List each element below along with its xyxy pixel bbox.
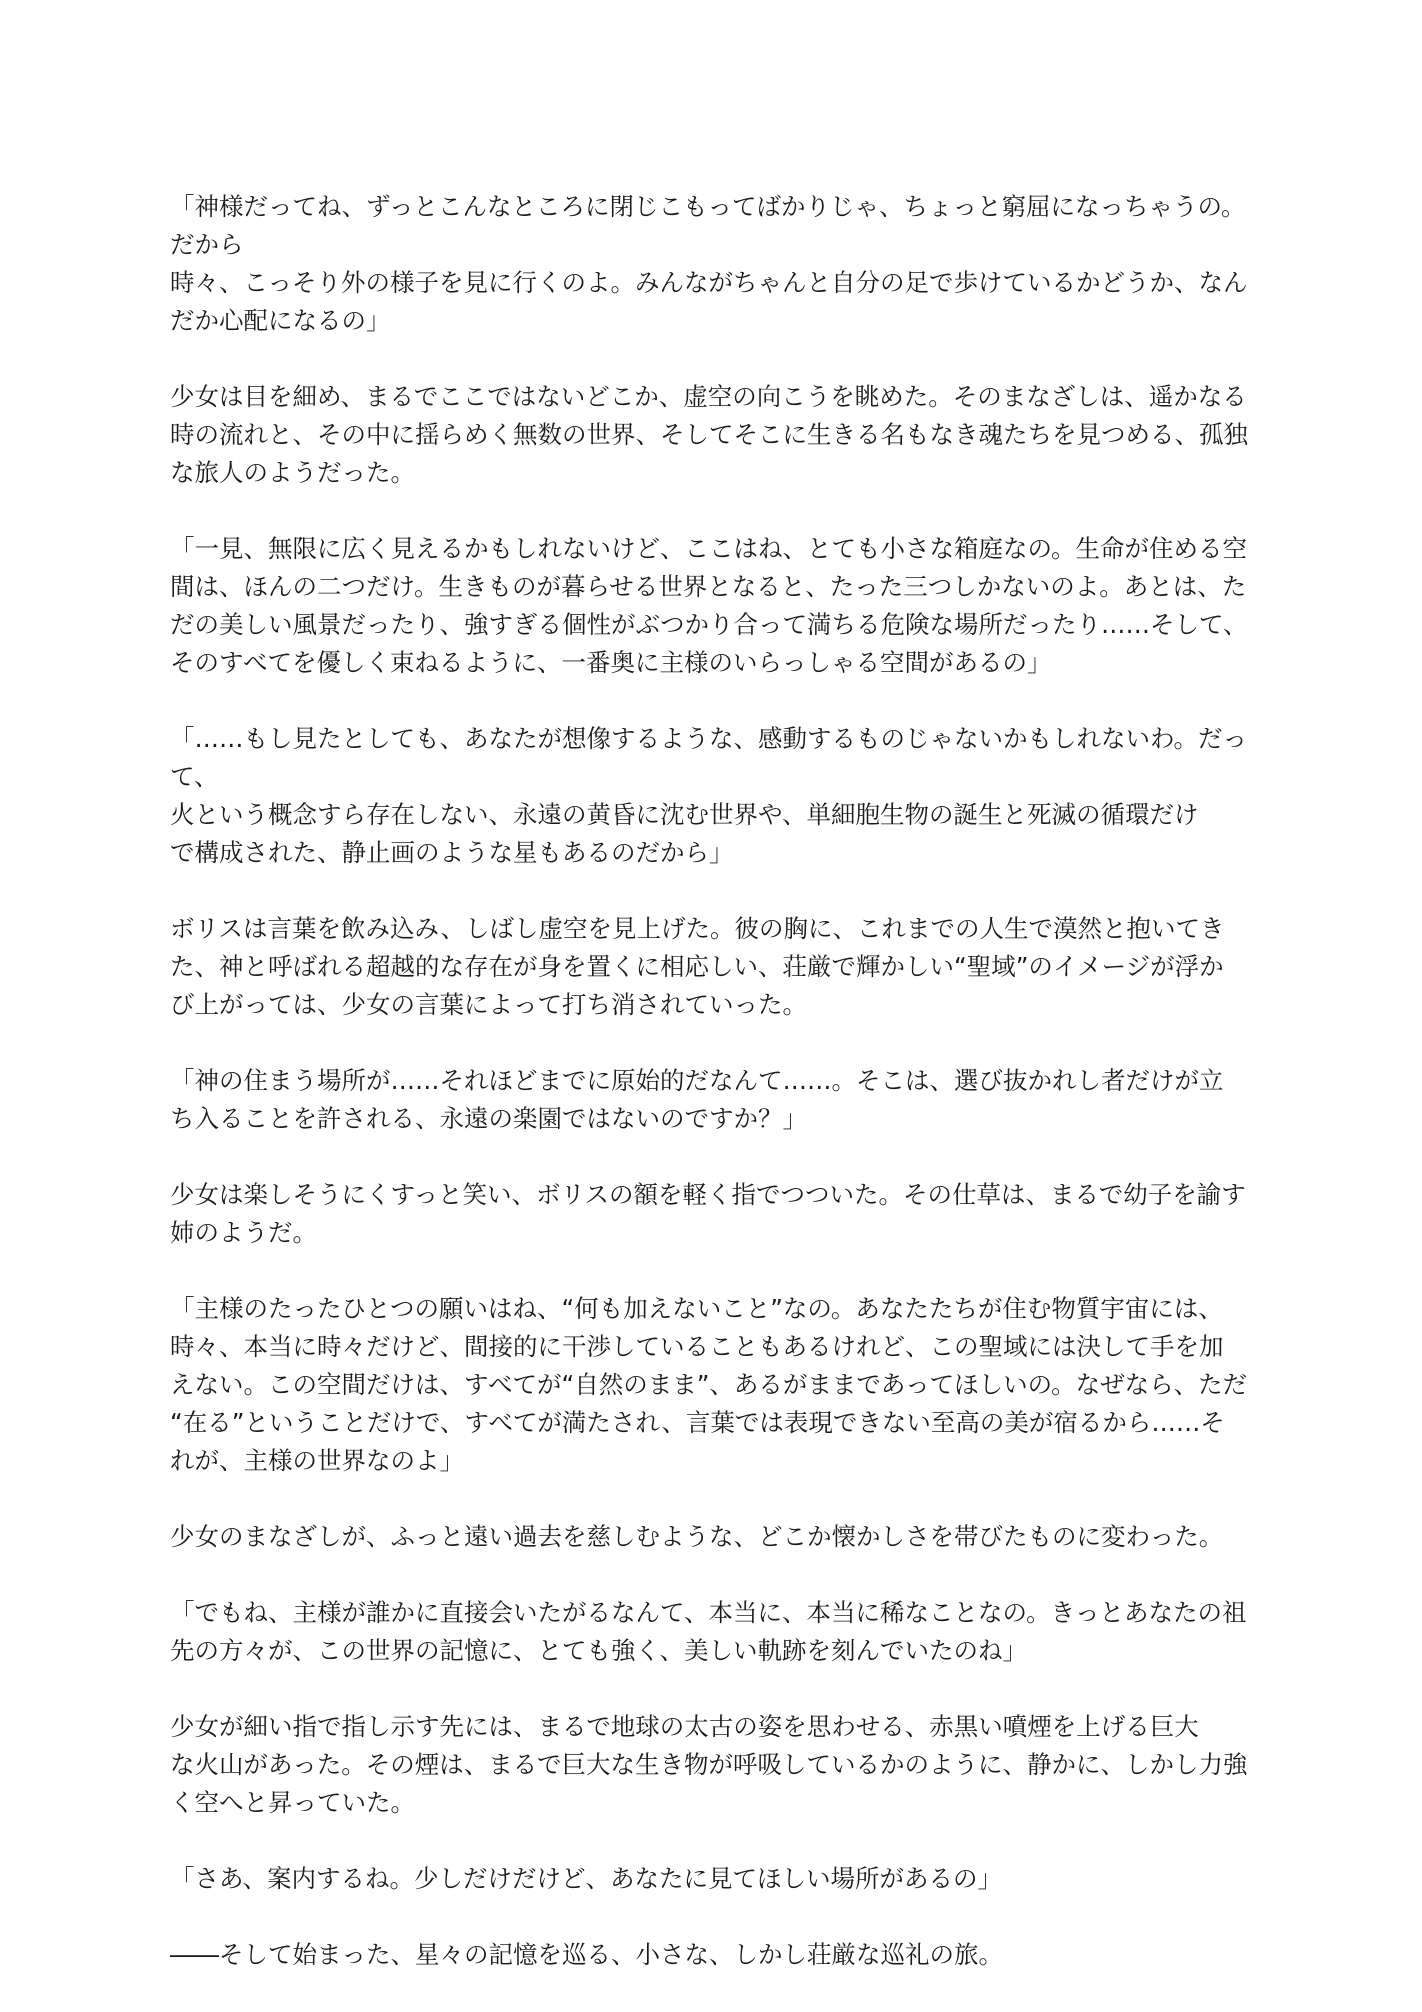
paragraph-7: 少女は楽しそうにくすっと笑い、ボリスの額を軽く指でつついた。その仕草は、まるで幼子を諭す 姉のようだ。: [170, 1180, 1246, 1247]
paragraph-8: 「主様のたったひとつの願いはね、“何も加えないこと”なの。あなたたちが住む物質宇宙には、 時々、本当に時々だけど、間接的に干渉していることもあるけれど、この聖域には決して手を加 えない。この空間だけは、すべてが“自然のまま”、あるがままであってほしいの。なぜなら、ただ “在る”ということだけで、すべてが満たされ、言葉では表現できない至高の美が宿るから……そ れが、主様の世界なのよ」: [170, 1294, 1248, 1475]
paragraph-6: 「神の住まう場所が……それほどまでに原始的だなんて……。そこは、選び抜かれし者だけが立 ち入ることを許される、永遠の楽園ではないのですか？」: [170, 1066, 1224, 1133]
paragraph-1: 「神様だってね、ずっとこんなところに閉じこもってばかりじゃ、ちょっと窮屈になっちゃうの。だから 時々、こっそり外の様子を見に行くのよ。みんながちゃんと自分の足で歩けているかどうか、なん だか心配になるの」: [170, 192, 1248, 335]
paragraph-13: ――そして始まった、星々の記憶を巡る、小さな、しかし荘厳な巡礼の旅。: [170, 1940, 1003, 1969]
paragraph-10: 「でもね、主様が誰かに直接会いたがるなんて、本当に、本当に稀なことなの。きっとあなたの祖 先の方々が、この世界の記憶に、とても強く、美しい軌跡を刻んでいたのね」: [170, 1598, 1247, 1665]
paragraph-12: 「さあ、案内するね。少しだけだけど、あなたに見てほしい場所があるの」: [170, 1864, 1003, 1893]
paragraph-3: 「一見、無限に広く見えるかもしれないけど、ここはね、とても小さな箱庭なの。生命が住める空 間は、ほんの二つだけ。生きものが暮らせる世界となると、たった三つしかないのよ。あとは、た だの美しい風景だったり、強すぎる個性がぶつかり合って満ちる危険な場所だったり……そして、 そのすべてを優しく束ねるように、一番奥に主様のいらっしゃる空間があるの」: [170, 534, 1248, 677]
paragraph-2: 少女は目を細め、まるでここではないどこか、虚空の向こうを眺めた。そのまなざしは、遥かなる 時の流れと、その中に揺らめく無数の世界、そしてそこに生きる名もなき魂たちを見つめる、孤独 な旅人のようだった。: [170, 382, 1248, 487]
paragraph-5: ボリスは言葉を飲み込み、しばし虚空を見上げた。彼の胸に、これまでの人生で漠然と抱いてき た、神と呼ばれる超越的な存在が身を置くに相応しい、荘厳で輝かしい“聖域”のイメージが浮か び上がっては、少女の言葉によって打ち消されていった。: [170, 914, 1225, 1019]
document-body: [170, 188, 1260, 2012]
paragraph-4: 「……もし見たとしても、あなたが想像するような、感動するものじゃないかもしれないわ。だって、 火という概念すら存在しない、永遠の黄昏に沈む世界や、単細胞生物の誕生と死滅の循環だけ で構成された、静止画のような星もあるのだから」: [170, 724, 1248, 867]
paragraph-11: 少女が細い指で指し示す先には、まるで地球の太古の姿を思わせる、赤黒い噴煙を上げる巨大 な火山があった。その煙は、まるで巨大な生き物が呼吸しているかのように、静かに、しかし力強 く空へと昇っていた。: [170, 1712, 1248, 1817]
paragraph-9: 少女のまなざしが、ふっと遠い過去を慈しむような、どこか懐かしさを帯びたものに変わった。: [170, 1522, 1224, 1551]
